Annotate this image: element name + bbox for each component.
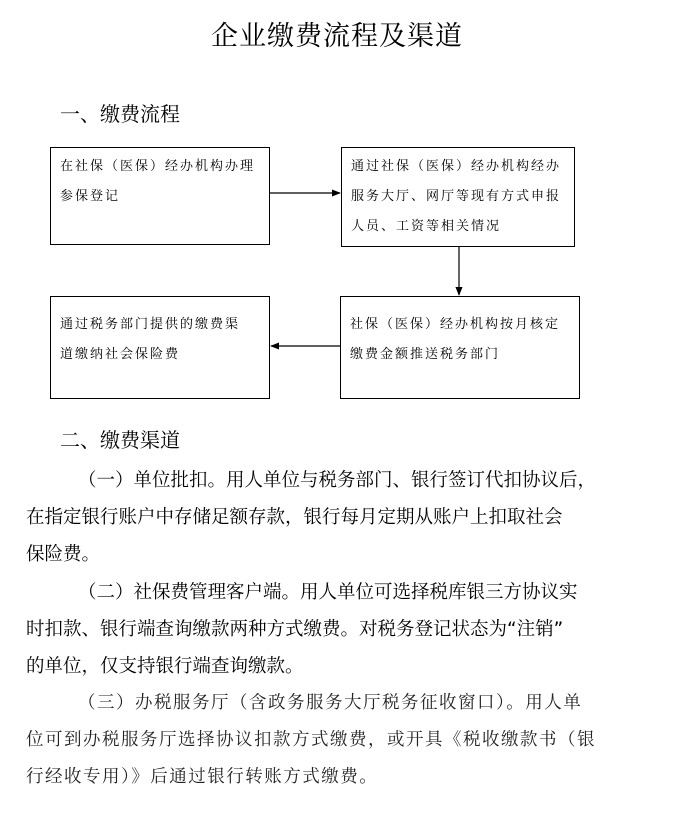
flow-step-1-line-2: 参保登记	[60, 189, 121, 204]
flow-step-2-line-3: 人员、工资等相关情况	[351, 219, 502, 234]
channel-paragraph-1	[26, 462, 646, 573]
section-heading-process: 一、缴费流程	[60, 102, 180, 126]
channel-2-line-2: 时扣款、银行端查询缴款两种方式缴费。对税务登记状态为“注销”	[26, 619, 564, 640]
flow-step-2-line-1: 通过社保（医保）经办机构经办	[351, 159, 562, 174]
channel-1-line-1: （一）单位批扣。用人单位与税务部门、银行签订代扣协议后，	[78, 470, 597, 491]
channel-paragraph-2	[26, 574, 646, 685]
flow-step-4-line-1: 通过税务部门提供的缴费渠	[60, 317, 241, 332]
channel-paragraph-3	[26, 685, 646, 796]
section-heading-channels: 二、缴费渠道	[60, 428, 180, 452]
channel-2-line-1: （二）社保费管理客户端。用人单位可选择税库银三方协议实	[78, 582, 578, 603]
document-title: 企业缴费流程及渠道	[211, 21, 463, 52]
flow-step-1-line-1: 在社保（医保）经办机构办理	[60, 159, 256, 174]
channel-3-line-1: （三）办税服务厅（含政务服务大厅税务征收窗口）。用人单	[78, 693, 583, 713]
channel-2-line-3: 的单位，仅支持银行端查询缴款。	[26, 656, 304, 677]
flow-step-2-line-2: 服务大厅、网厅等现有方式申报	[351, 189, 562, 204]
channel-3-line-3: 行经收专用）》后通过银行转账方式缴费。	[26, 767, 379, 787]
flow-step-4-line-2: 道缴纳社会保险费	[60, 347, 181, 362]
channel-1-line-3: 保险费。	[26, 544, 101, 565]
channel-1-line-2: 在指定银行账户中存储足额存款，银行每月定期从账户上扣取社会	[26, 507, 563, 528]
channel-3-line-2: 位可到办税服务厅选择协议扣款方式缴费，或开具《税收缴款书（银	[26, 730, 596, 750]
flow-step-3-line-2: 缴费金额推送税务部门	[350, 347, 501, 362]
flow-step-3-line-1: 社保（医保）经办机构按月核定	[350, 317, 561, 332]
